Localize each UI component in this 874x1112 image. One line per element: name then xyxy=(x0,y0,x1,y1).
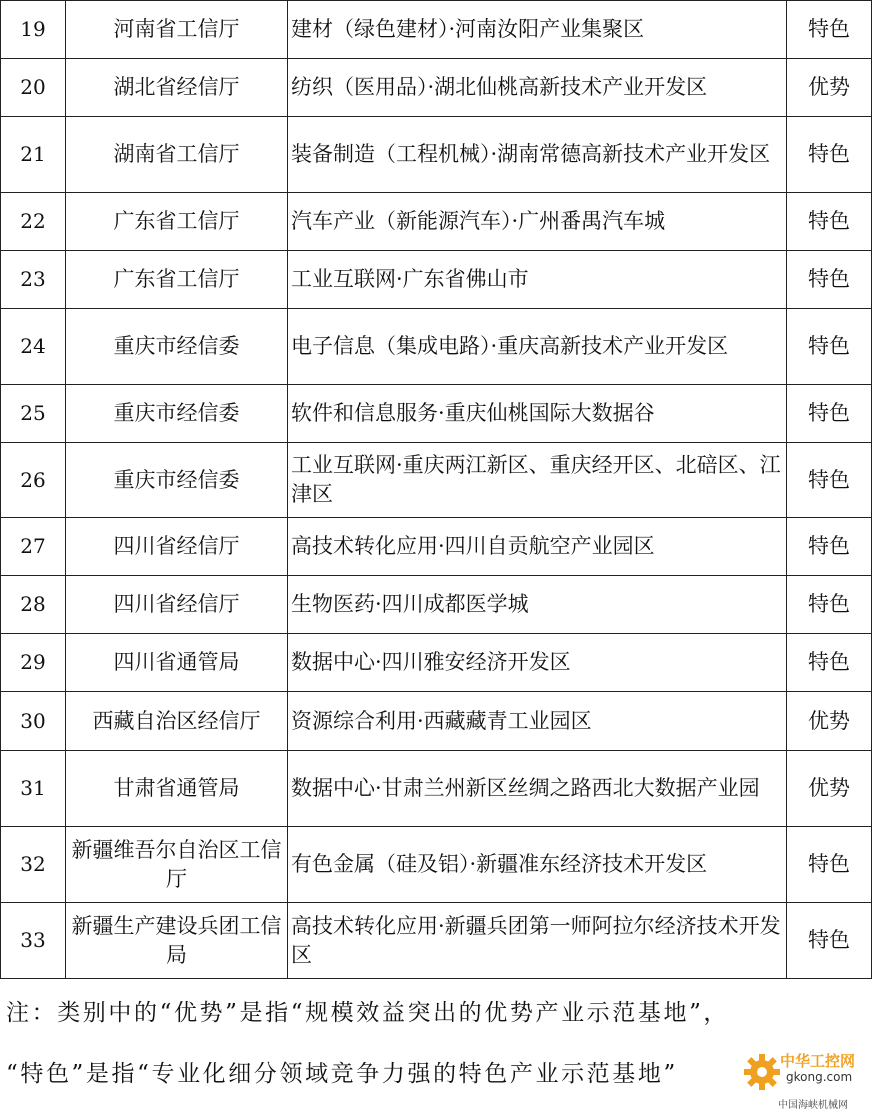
category-cell: 特色 xyxy=(787,309,872,385)
row-number: 31 xyxy=(1,751,66,827)
category-cell: 优势 xyxy=(787,751,872,827)
industry-location-cell: 有色金属（硅及铝）·新疆准东经济技术开发区 xyxy=(288,827,787,903)
department-cell: 河南省工信厅 xyxy=(66,1,288,59)
industry-location-cell: 电子信息（集成电路）·重庆高新技术产业开发区 xyxy=(288,309,787,385)
table-row xyxy=(1,385,872,443)
industry-location-cell: 工业互联网·广东省佛山市 xyxy=(288,251,787,309)
category-cell: 优势 xyxy=(787,59,872,117)
category-cell: 特色 xyxy=(787,518,872,576)
industry-location-cell: 建材（绿色建材）·河南汝阳产业集聚区 xyxy=(288,1,787,59)
row-number: 33 xyxy=(1,903,66,979)
row-number: 29 xyxy=(1,634,66,692)
footnote-line-1: 注：类别中的“优势”是指“规模效益突出的优势产业示范基地”， xyxy=(6,1000,730,1026)
table-row xyxy=(1,518,872,576)
category-cell: 特色 xyxy=(787,576,872,634)
row-number: 24 xyxy=(1,309,66,385)
industry-location-cell: 生物医药·四川成都医学城 xyxy=(288,576,787,634)
category-cell: 特色 xyxy=(787,634,872,692)
category-cell: 特色 xyxy=(787,1,872,59)
department-cell: 新疆维吾尔自治区工信厅 xyxy=(66,827,288,903)
table-body xyxy=(1,1,872,979)
industry-location-cell: 工业互联网·重庆两江新区、重庆经开区、北碚区、江津区 xyxy=(288,443,787,518)
table-row xyxy=(1,751,872,827)
table-row xyxy=(1,692,872,751)
row-number: 27 xyxy=(1,518,66,576)
department-cell: 湖北省经信厅 xyxy=(66,59,288,117)
industry-location-cell: 数据中心·甘肃兰州新区丝绸之路西北大数据产业园 xyxy=(288,751,787,827)
table-row xyxy=(1,193,872,251)
row-number: 32 xyxy=(1,827,66,903)
row-number: 26 xyxy=(1,443,66,518)
department-cell: 重庆市经信委 xyxy=(66,385,288,443)
industry-location-cell: 软件和信息服务·重庆仙桃国际大数据谷 xyxy=(288,385,787,443)
department-cell: 四川省经信厅 xyxy=(66,518,288,576)
table-row xyxy=(1,634,872,692)
gear-icon xyxy=(742,1052,782,1092)
category-cell: 特色 xyxy=(787,827,872,903)
row-number: 25 xyxy=(1,385,66,443)
category-cell: 特色 xyxy=(787,193,872,251)
department-cell: 四川省通管局 xyxy=(66,634,288,692)
industry-location-cell: 数据中心·四川雅安经济开发区 xyxy=(288,634,787,692)
category-cell: 特色 xyxy=(787,443,872,518)
industry-location-cell: 汽车产业（新能源汽车）·广州番禺汽车城 xyxy=(288,193,787,251)
table-row xyxy=(1,117,872,193)
watermark-url: gkong.com xyxy=(786,1070,853,1084)
department-cell: 湖南省工信厅 xyxy=(66,117,288,193)
category-cell: 特色 xyxy=(787,117,872,193)
department-cell: 广东省工信厅 xyxy=(66,193,288,251)
footnote-line-2: “特色”是指“专业化细分领域竞争力强的特色产业示范基地” xyxy=(6,1061,678,1087)
category-cell: 特色 xyxy=(787,903,872,979)
industry-location-cell: 资源综合利用·西藏藏青工业园区 xyxy=(288,692,787,751)
table-row xyxy=(1,309,872,385)
watermark-caption: 中国海峡机械网 xyxy=(778,1100,848,1111)
category-cell: 优势 xyxy=(787,692,872,751)
row-number: 19 xyxy=(1,1,66,59)
department-cell: 重庆市经信委 xyxy=(66,309,288,385)
watermark xyxy=(742,1044,870,1110)
table-row xyxy=(1,903,872,979)
watermark-brand: 中华工控网 xyxy=(780,1052,856,1070)
row-number: 23 xyxy=(1,251,66,309)
row-number: 28 xyxy=(1,576,66,634)
department-cell: 甘肃省通管局 xyxy=(66,751,288,827)
table-row xyxy=(1,827,872,903)
table-row xyxy=(1,576,872,634)
department-cell: 西藏自治区经信厅 xyxy=(66,692,288,751)
department-cell: 广东省工信厅 xyxy=(66,251,288,309)
table-row xyxy=(1,443,872,518)
table-row xyxy=(1,251,872,309)
department-cell: 四川省经信厅 xyxy=(66,576,288,634)
row-number: 30 xyxy=(1,692,66,751)
department-cell: 重庆市经信委 xyxy=(66,443,288,518)
category-cell: 特色 xyxy=(787,251,872,309)
department-cell: 新疆生产建设兵团工信局 xyxy=(66,903,288,979)
row-number: 21 xyxy=(1,117,66,193)
industry-location-cell: 纺织（医用品）·湖北仙桃高新技术产业开发区 xyxy=(288,59,787,117)
row-number: 22 xyxy=(1,193,66,251)
table-row xyxy=(1,59,872,117)
industry-location-cell: 高技术转化应用·新疆兵团第一师阿拉尔经济技术开发区 xyxy=(288,903,787,979)
table-row xyxy=(1,1,872,59)
industry-location-cell: 高技术转化应用·四川自贡航空产业园区 xyxy=(288,518,787,576)
row-number: 20 xyxy=(1,59,66,117)
category-cell: 特色 xyxy=(787,385,872,443)
industry-location-cell: 装备制造（工程机械）·湖南常德高新技术产业开发区 xyxy=(288,117,787,193)
